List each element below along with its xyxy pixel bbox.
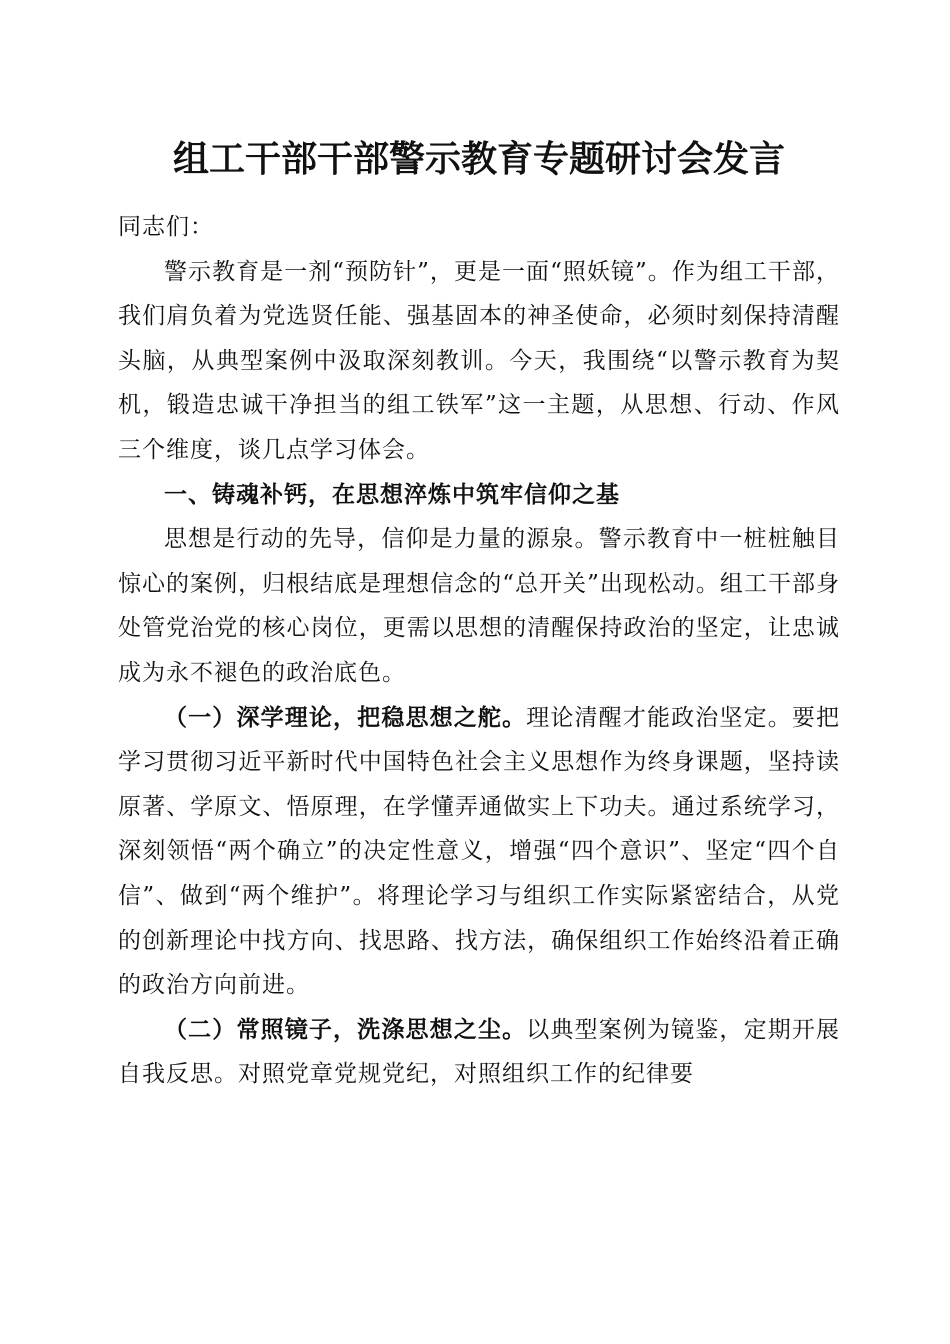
subsection-1-text: 理论清醒才能政治坚定。要把学习贯彻习近平新时代中国特色社会主义思想作为终身课题，坚持读原著、学原文、悟原理，在学懂弄通做实上下功夫。通过系统学习，深刻领悟“两个确立”的决定性意义，增强“四个意识”、坚定“四个自信”、做到“两个维护”。将理论学习与组织工作实际紧密结合，从党的创新理论中找方向、找思路、找方法，确保组织工作始终沿着正确的政治方向前进。: [118, 704, 841, 999]
subsection-1-lead: （一）深学理论，把稳思想之舵。: [164, 704, 527, 731]
intro-paragraph: 警示教育是一剂“预防针”，更是一面“照妖镜”。作为组工干部，我们肩负着为党选贤任能、强基固本的神圣使命，必须时刻保持清醒头脑，从典型案例中汲取深刻教训。今天，我围绕“以警示教育为契机，锻造忠诚干净担当的组工铁军”这一主题，从思想、行动、作风三个维度，谈几点学习体会。: [118, 258, 840, 463]
subsection-2-lead: （二）常照镜子，洗涤思想之尘。: [164, 1016, 527, 1043]
section-1-paragraph: 思想是行动的先导，信仰是力量的源泉。警示教育中一桩桩触目惊心的案例，归根结底是理想信念的“总开关”出现松动。组工干部身处管党治党的核心岗位，更需以思想的清醒保持政治的坚定，让忠诚成为永不褪色的政治底色。: [118, 526, 840, 686]
section-heading-1: 一、铸魂补钙，在思想淬炼中筑牢信仰之基: [164, 481, 620, 508]
document-body: [118, 205, 840, 1097]
subsection-1-paragraph: [118, 696, 840, 1008]
document-title: 组工干部干部警示教育专题研讨会发言: [172, 139, 785, 180]
subsection-2-text: 以典型案例为镜鉴，定期开展自我反思。对照党章党规党纪，对照组织工作的纪律要: [118, 1016, 841, 1088]
subsection-2-paragraph: [118, 1008, 840, 1097]
salutation: 同志们：: [118, 214, 214, 240]
